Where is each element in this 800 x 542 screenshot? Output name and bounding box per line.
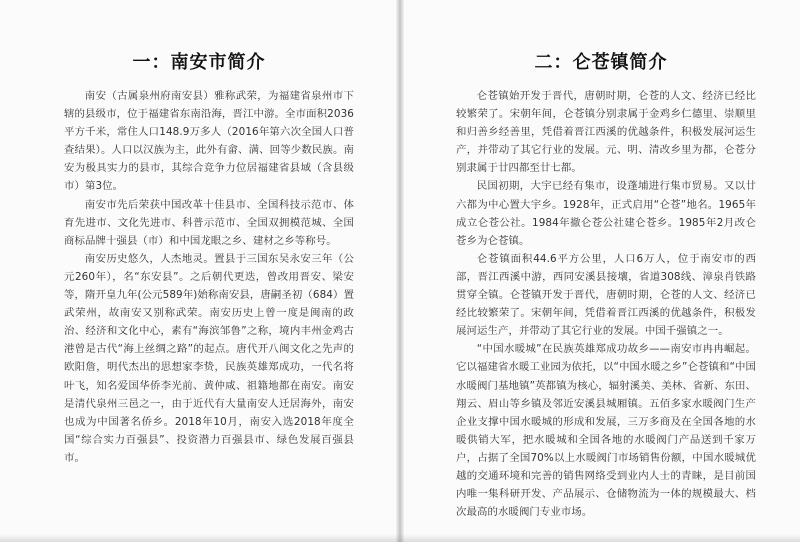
bottom-shadow: [0, 534, 800, 542]
left-paragraph: 南安（古属泉州府南安县）雅称武荣，为福建省泉州市下辖的县级市，位于福建省东南沿海，晋江中游。全市面积2036平方千米，常住人口148.9万多人（2016年第六次全国人口普查结果）。人口以汉族为主，此外有畲、满、回等少数民族。南安为极具实力的县市，其综合竞争力位居福建省县域（含县级市）第3位。: [64, 90, 354, 193]
right-paragraph: “中国水暖城”在民族英雄郑成功故乡——南安市冉冉崛起。它以福建省水暖工业园为依托，以“中国水暖之乡”仑苍镇和“中国水暖阀门基地镇”英都镇为核心，辐射溪美、美林、省新、东田、翔云、眉山等乡镇及邻近安溪县城厢镇。五佰多家水暖阀门生产企业支撑中国水暖城的形成和发展，三万多商及在全国各地的水暖供销大军，把水暖城和全国各地的水暖阀门产品送到千家万户，占据了全国70%以上水暖阀门市场销售份额，中国水暖城优越的交通环境和完善的销售网络受到业内人士的青睐，是目前国内唯一集科研开发、产品展示、仓储物流为一体的规模最大、档次最高的水暖阀门专业市场。: [456, 343, 756, 519]
right-paragraph: 民国初期，大宇已经有集市，设蓬埔进行集市贸易。又以廿六都为中心置大宇乡。1928年，正式启用“仑苍”地名。1965年成立仑苍公社。1984年撤仑苍公社建仑苍乡。1985年2月改仑苍乡为仑苍镇。: [456, 180, 756, 247]
right-page: [402, 0, 800, 542]
left-paragraph: 南安市先后荣获中国改革十佳县市、全国科技示范市、体育先进市、文化先进市、科普示范市、全国双拥模范城、全国商标品牌十强县（市）和中国龙眼之乡、建材之乡等称号。: [64, 198, 354, 247]
left-paragraph: 南安历史悠久，人杰地灵。置县于三国东吴永安三年（公元260年），名“东安县”。之后朝代更迭，曾改用晋安、梁安等，隋开皇九年(公元589年)始称南安县，唐嗣圣初（684）置武荣州，故南安又别称武荣。南安历史上曾一度是闽南的政治、经济和文化中心，素有“海滨邹鲁”之称，境内丰州金鸡古港曾是古代“海上丝绸之路”的起点。唐代开八闽文化之先声的欧阳詹，明代杰出的思想家李贽，民族英雄郑成功，一代名将叶飞，知名爱国华侨李光前、黄仲咸、祖籍地都在南安。南安是清代泉州三邑之一，由于近代有大量南安人迁居海外，南安也成为中国著名侨乡。2018年10月，南安入选2018年度全国“综合实力百强县”、投资潜力百强县市、绿色发展百强县市。: [64, 252, 354, 464]
left-page-title: 一：南安市简介: [132, 52, 266, 73]
right-page-body: [456, 87, 756, 521]
book-gutter: [396, 0, 404, 542]
right-paragraph: 仑苍镇始开发于晋代，唐朝时期，仑苍的人文、经济已经比较繁荣了。宋朝年间，仑苍镇分别隶属于金鸡乡仁德里、崇顺里和归善乡经善里，凭借着晋江西溪的优越条件，积极发展河运生产，并带动了其它行业的发展。元、明、清改乡里为都，仑苍分别隶属于廿四都至廿七都。: [456, 90, 756, 175]
left-page-body: [64, 87, 354, 467]
right-paragraph: 仑苍镇面积44.6平方公里，人口6万人，位于南安市的西部，晋江西溪中游，西同安溪县接壤，省道308线、漳泉肖铁路贯穿全镇。仑苍镇开发于晋代，唐朝时期，仑苍的人文、经济已经比较繁荣了。宋朝年间，凭借着晋江西溪的优越条件，积极发展河运生产，并带动了其它行业的发展。中国千强镇之一。: [456, 252, 756, 338]
left-page: [0, 0, 398, 542]
right-page-title: 二：仑苍镇简介: [534, 52, 668, 73]
